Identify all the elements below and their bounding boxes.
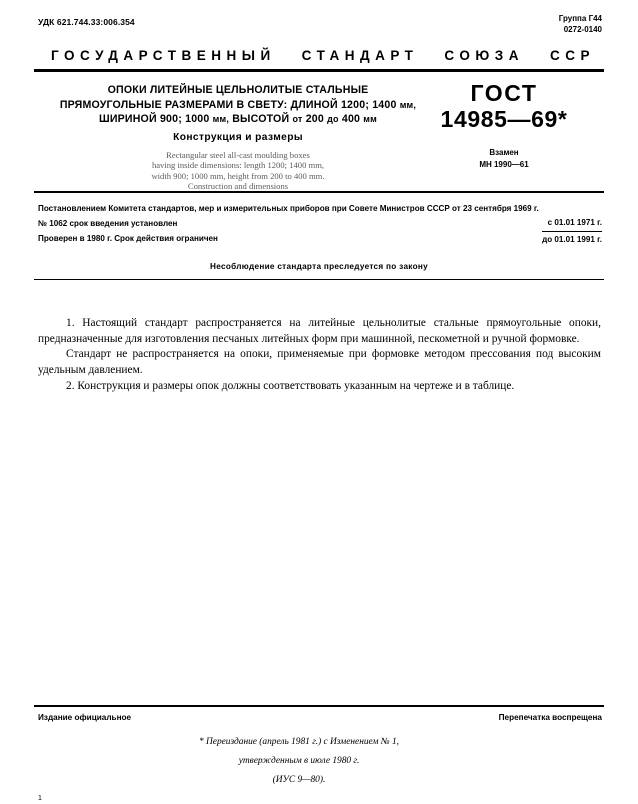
decree-line-1: Постановлением Комитета стандартов, мер и измерительных приборов при Совете Министров СССР от 23 сентября 1969 г. [38,204,539,214]
gost-word: ГОСТ [470,80,538,106]
title-subtitle: Конструкция и размеры [173,131,303,143]
page-footer [34,705,604,802]
decree-line-2: № 1062 срок введения установлен [38,219,178,228]
validity-dates [542,216,602,247]
decree-line-3: Проверен в 1980 г. Срок действия ограничен [38,233,218,243]
standard-designation-block [404,81,604,171]
title-text [40,83,436,127]
decree-bottom-rule [34,279,604,280]
reprint-forbidden-label: Перепечатка воспрещена [498,713,602,722]
reprint-note-line-1: * Переиздание (апрель 1981 г.) с Изменением № 1, [198,737,399,747]
decree-block [34,193,604,253]
masthead-state: ГОСУДАРСТВЕННЫЙ [51,48,276,63]
english-line-4: Construction and dimensions [187,181,289,191]
english-line-1: Rectangular steel all-cast moulding boxes [166,149,310,160]
paragraph-1: 1. Настоящий стандарт распространяется на литейные цельнолитые стальные прямоугольные опоки, предназначенные для изготовления песчаных литейных форм при машинной, пескометной и ручной формовке. [38,317,601,345]
reprint-note [34,733,604,790]
reprint-note-line-3: (ИУС 9—80). [272,775,326,785]
group-code: 0272-0140 [563,24,602,34]
title-line-2: ПРЯМОУГОЛЬНЫЕ РАЗМЕРАМИ В СВЕТУ: ДЛИНОЙ 1200; 1400 мм, [59,98,417,111]
body-content [34,316,604,394]
reprint-note-line-2: утвержденным в июле 1980 г. [238,756,360,766]
title-line-1: ОПОКИ ЛИТЕЙНЫЕ ЦЕЛЬНОЛИТЫЕ СТАЛЬНЫЕ [107,84,369,96]
date-to: до 01.01 1991 г. [542,231,602,248]
top-index-row [34,0,604,34]
page-number: 1 [38,795,42,802]
footer-row [34,713,604,726]
replaces-value: МН 1990—61 [479,160,529,169]
replaces-block [404,147,604,171]
paragraph-3: 2. Конструкция и размеры опок должны соответствовать указанным на чертеже и в таблице. [66,379,515,392]
masthead-standard: СТАНДАРТ [301,48,419,63]
title-block [34,83,436,191]
group-classification [559,14,602,35]
footer-rule [34,705,604,707]
english-title-block [40,150,436,192]
date-from: с 01.01 1971 г. [547,218,602,228]
masthead-union: СОЮЗА [444,48,524,63]
official-edition-label: Издание официальное [38,713,132,722]
paragraph-2: Стандарт не распространяется на опоки, применяемые при формовке методом прессования под высоким удельным давлением. [38,348,601,376]
masthead [34,48,604,63]
group-label: Группа Г44 [558,14,602,23]
masthead-ssr: ССР [549,48,595,63]
english-line-3: width 900; 1000 mm, height from 200 to 400 mm. [151,170,325,181]
english-line-2: having inside dimensions: length 1200; 1400 mm, [151,160,325,171]
udk-code: УДК 621.744.33:006.354 [38,17,135,27]
title-band [34,72,604,191]
gost-number: 14985—69* [440,106,568,132]
title-line-3: ШИРИНОЙ 900; 1000 мм, ВЫСОТОЙ от 200 до 400 мм [98,113,378,126]
penalty-notice: Несоблюдение стандарта преследуется по закону [210,262,428,272]
replaces-label: Взамен [489,148,519,157]
